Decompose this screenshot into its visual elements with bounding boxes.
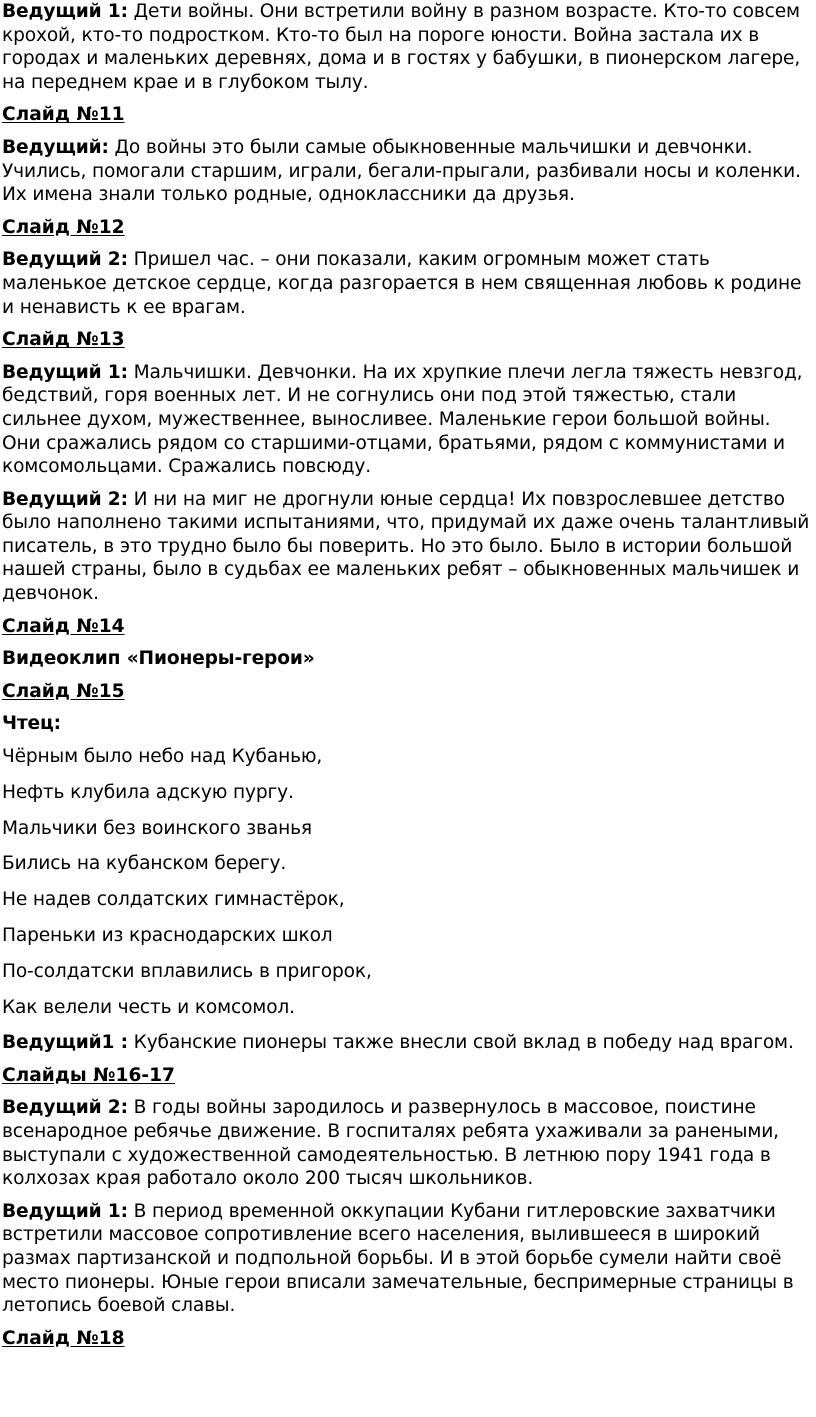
- speaker-label: Ведущий:: [2, 136, 109, 158]
- verse-line: Нефть клубила адскую пургу.: [2, 781, 294, 803]
- slide-heading-18: Слайд №18: [2, 1327, 125, 1349]
- verse-line: Бились на кубанском берегу.: [2, 853, 287, 875]
- paragraph-text: Дети войны. Они встретили войну в разном возрасте. Кто-то совсем крохой, кто-то подростком. Кто-то был на пороге юности. Война застала их в городах и маленьких деревнях, дома и в гостях у бабушки, в пионерском лагере, на переднем крае и в глубоком тылу.: [2, 1, 801, 93]
- speaker-label: Ведущий1 :: [2, 1032, 128, 1054]
- paragraph-host2-movement: [2, 1096, 814, 1190]
- slide-heading-11: Слайд №11: [2, 104, 125, 126]
- speaker-label: Ведущий 2:: [2, 488, 128, 510]
- verse-line: Не надев солдатских гимнастёрок,: [2, 889, 345, 911]
- slide-heading-14: Слайд №14: [2, 615, 125, 637]
- paragraph-text: Мальчишки. Девчонки. На их хрупкие плечи легла тяжесть невзгод, бедствий, горя военных лет. И не согнулись они под этой тяжестью, стали сильнее духом, мужественнее, выносливее. Маленькие герои большой войны. Они сражались рядом со старшими-отцами, братьями, рядом с коммунистами и комсомольцами. Сражались повсюду.: [2, 361, 803, 478]
- paragraph-text: В период временной оккупации Кубани гитлеровские захватчики встретили массовое сопротивление всего населения, вылившееся в широкий размах партизанской и подпольной борьбы. И в этой борьбе сумели найти своё место пионеры. Юные герои вписали замечательные, беспримерные страницы в летопись боевой славы.: [2, 1200, 794, 1317]
- verse-line: Пареньки из краснодарских школ: [2, 924, 333, 946]
- speaker-label: Ведущий 1:: [2, 1, 128, 22]
- reader-label: Чтец:: [2, 713, 61, 735]
- paragraph-text: Пришел час. – они показали, каким огромным может стать маленькое детское сердце, когда разгорается в нем священная любовь к родине и ненависть к ее врагам.: [2, 249, 802, 318]
- slide-heading-16-17: Слайды №16-17: [2, 1064, 175, 1086]
- verse-line: Как велели честь и комсомол.: [2, 996, 295, 1018]
- slide-heading-12: Слайд №12: [2, 216, 125, 238]
- verse-line: Чёрным было небо над Кубанью,: [2, 746, 323, 768]
- speaker-label: Ведущий 1:: [2, 361, 128, 383]
- videoclip-title: Видеоклип «Пионеры-герои»: [2, 648, 315, 670]
- paragraph-host1-boys-girls: [2, 361, 814, 479]
- paragraph-text: В годы войны зародилось и развернулось в массовое, поистине всенародное ребячье движение. В госпиталях ребята ухаживали за ранеными, выступали с художественной самодеятельностью. В летнюю пору 1941 года в колхозах края работало около 200 тысяч школьников.: [2, 1097, 779, 1190]
- speaker-label: Ведущий 2:: [2, 1097, 128, 1119]
- paragraph-host1-intro: [2, 0, 814, 94]
- paragraph-text: До войны это были самые обыкновенные мальчишки и девчонки. Учились, помогали старшим, играли, бегали-прыгали, разбивали носы и коленки. Их имена знали только родные, одноклассники да друзья.: [2, 136, 801, 206]
- verse-line: По-солдатски вплавились в пригорок,: [2, 960, 372, 982]
- slide-heading-13: Слайд №13: [2, 329, 125, 351]
- paragraph-text: Кубанские пионеры также внесли свой вклад в победу над врагом.: [127, 1032, 794, 1054]
- paragraph-host1-occupation: [2, 1200, 814, 1318]
- slide-heading-15: Слайд №15: [2, 680, 125, 702]
- speaker-label: Ведущий 1:: [2, 1200, 128, 1222]
- verse-line: Мальчики без воинского званья: [2, 817, 312, 839]
- paragraph-host2-hearts: [2, 488, 814, 606]
- paragraph-host2-hour: [2, 248, 814, 319]
- paragraph-host1-kuban-pioneers: [2, 1031, 814, 1055]
- paragraph-host-before-war: [2, 136, 814, 207]
- speaker-label: Ведущий 2:: [2, 249, 128, 271]
- paragraph-text: И ни на миг не дрогнули юные сердца! Их повзрослевшее детство было наполнено такими испытаниями, что, придумай их даже очень талантливый писатель, в это трудно было бы поверить. Но это было. Было в истории большой нашей страны, было в судьбах ее маленьких ребят – обыкновенных мальчишек и девчонок.: [2, 488, 810, 605]
